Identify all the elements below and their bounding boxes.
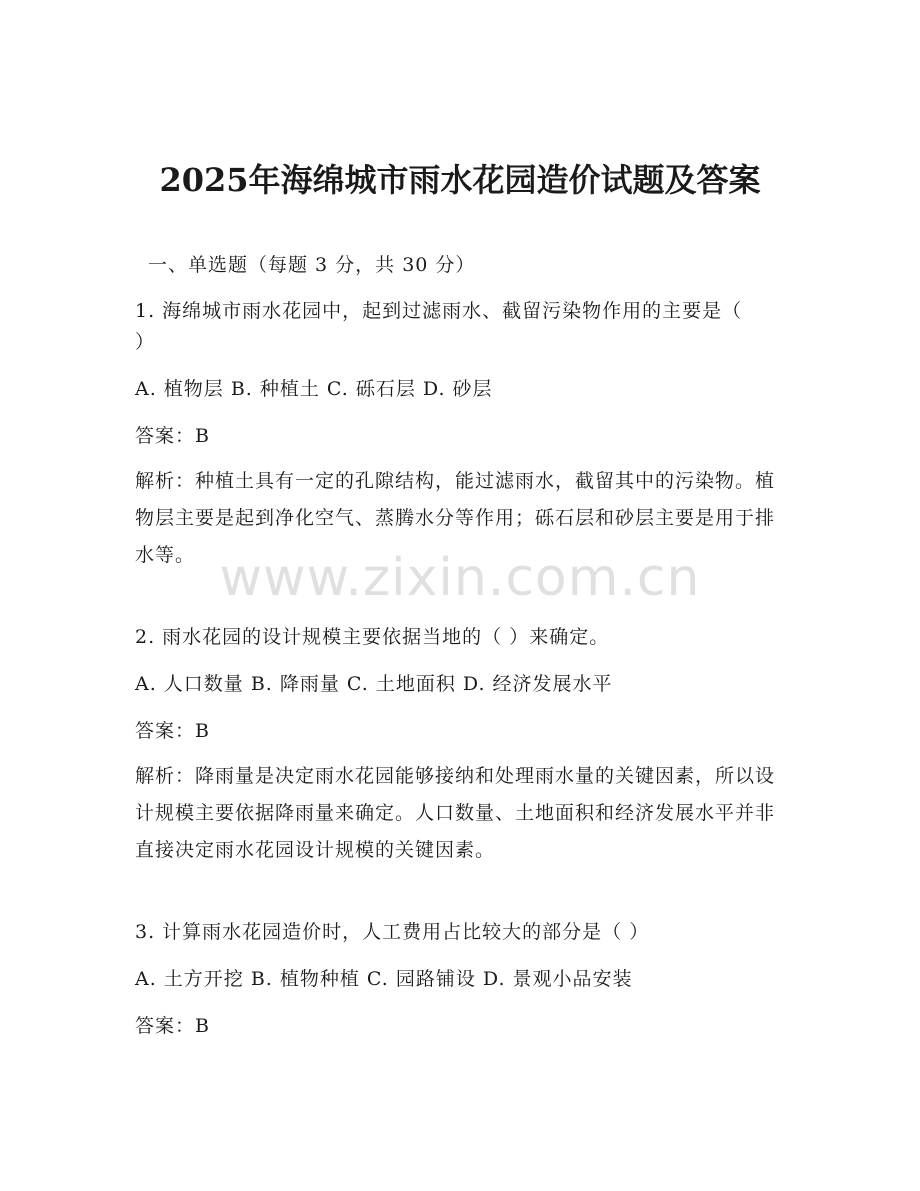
watermark: www.zixin.com.cn [219, 548, 701, 608]
question-analysis: 解析：降雨量是决定雨水花园能够接纳和处理雨水量的关键因素，所以设计规模主要依据降雨量来确定。人口数量、土地面积和经济发展水平并非直接决定雨水花园设计规模的关键因素。 [135, 765, 776, 861]
question-stem: 2. 雨水花园的设计规模主要依据当地的（ ）来确定。 [135, 626, 610, 648]
question-options: A. 人口数量 B. 降雨量 C. 土地面积 D. 经济发展水平 [135, 673, 613, 695]
question-options: A. 土方开挖 B. 植物种植 C. 园路铺设 D. 景观小品安装 [135, 968, 633, 990]
question-stem: 1. 海绵城市雨水花园中，起到过滤雨水、截留污染物作用的主要是（ [135, 300, 743, 322]
page-title: 2025年海绵城市雨水花园造价试题及答案 [159, 161, 761, 199]
section-heading: 一、单选题（每题 3 分，共 30 分） [148, 254, 476, 276]
question-stem-continued: ） [135, 331, 156, 353]
question-stem: 3. 计算雨水花园造价时，人工费用占比较大的部分是（ ） [135, 921, 650, 943]
question-answer: 答案：B [135, 425, 210, 447]
question-answer: 答案：B [135, 720, 210, 742]
question-options: A. 植物层 B. 种植土 C. 砾石层 D. 砂层 [135, 378, 493, 400]
question-answer: 答案：B [135, 1015, 210, 1037]
question-analysis: 解析：种植土具有一定的孔隙结构，能过滤雨水，截留其中的污染物。植物层主要是起到净化空气、蒸腾水分等作用；砾石层和砂层主要是用于排水等。 [135, 470, 776, 566]
